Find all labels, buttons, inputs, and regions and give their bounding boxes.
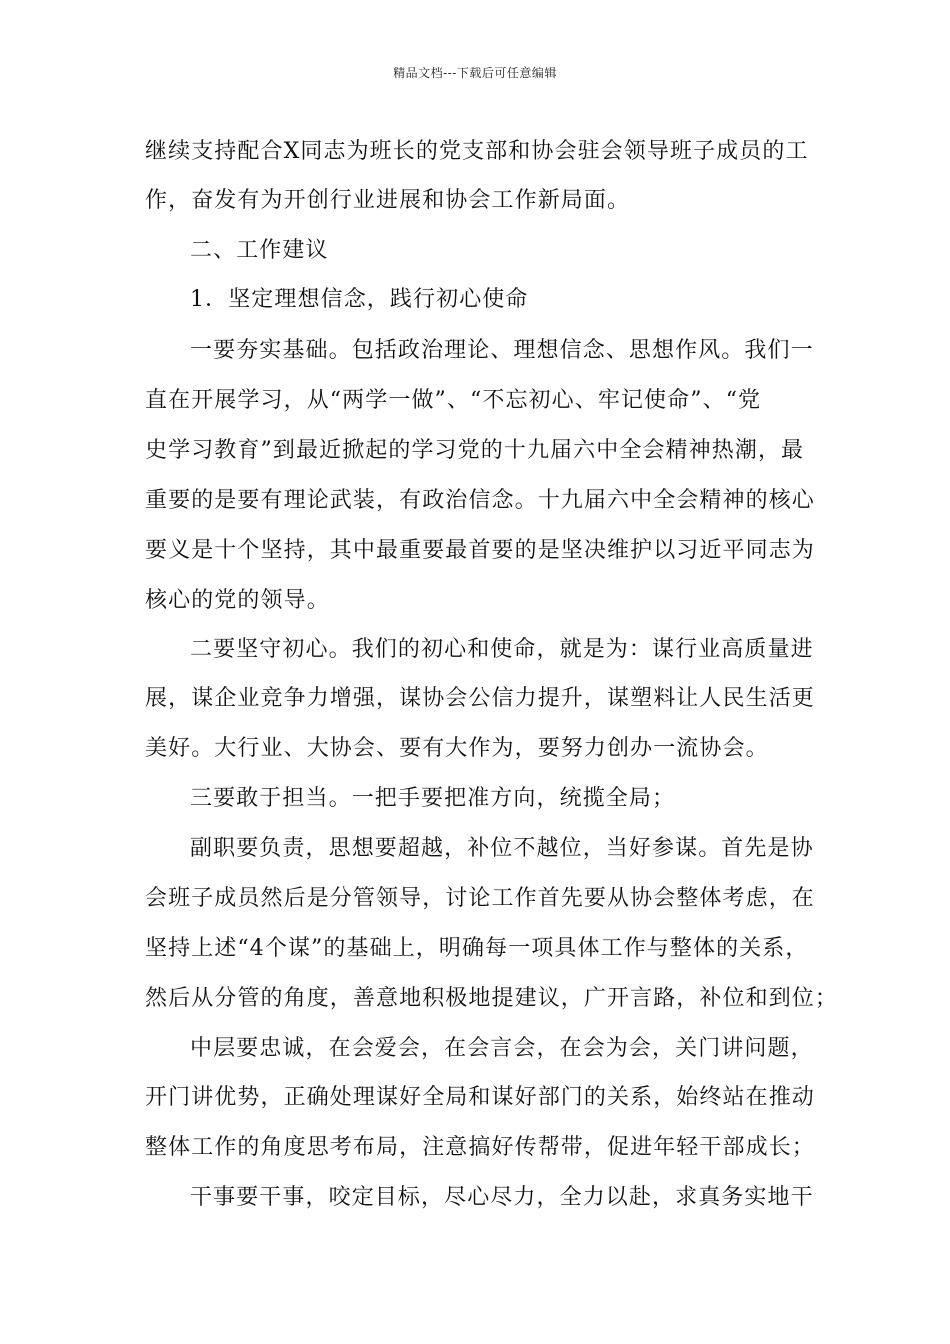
paragraph-line: 核心的党的领导。: [145, 588, 330, 613]
paragraph-line: 要义是十个坚持，其中最重要最首要的是坚决维护以习近平同志为: [145, 538, 815, 563]
paragraph-line: 史学习教育”到最近掀起的学习党的十九届六中全会精神热潮，最: [145, 438, 805, 463]
paragraph-line: 继续支持配合X同志为班长的党支部和协会驻会领导班子成员的工: [145, 139, 809, 164]
paragraph-line: 副职要负责，思想要超越，补位不越位，当好参谋。首先是协: [190, 836, 814, 861]
paragraph-line: 整体工作的角度思考布局，注意搞好传帮带，促进年轻干部成长；: [145, 1135, 815, 1160]
page-header: 精品文档---下载后可任意编辑: [393, 66, 557, 80]
paragraph-line: 重要的是要有理论武装，有政治信念。十九届六中全会精神的核心: [145, 488, 815, 513]
paragraph-line: 坚持上述“4个谋”的基础上，明确每一项具体工作与整体的关系，: [145, 936, 809, 961]
paragraph-line: 展，谋企业竞争力增强，谋协会公信力提升，谋塑料让人民生活更: [145, 686, 815, 711]
paragraph-line: 会班子成员然后是分管领导，讨论工作首先要从协会整体考虑，在: [145, 886, 815, 911]
paragraph-line: 一要夯实基础。包括政治理论、理想信念、思想作风。我们一: [190, 338, 814, 363]
paragraph-line: 美好。大行业、大协会、要有大作为，要努力创办一流协会。: [145, 736, 769, 761]
subsection-heading: 1．坚定理想信念，践行初心使命: [190, 287, 529, 312]
paragraph-line: 开门讲优势，正确处理谋好全局和谋好部门的关系，始终站在推动: [145, 1085, 815, 1110]
paragraph-line: 中层要忠诚，在会爱会，在会言会，在会为会，关门讲问题，: [190, 1036, 814, 1061]
paragraph-line: 三要敢于担当。一把手要把准方向，统揽全局；: [190, 786, 676, 811]
section-heading: 二、工作建议: [190, 238, 329, 263]
paragraph-line: 然后从分管的角度，善意地积极地提建议，广开言路，补位和到位；: [145, 986, 839, 1011]
paragraph-line: 作，奋发有为开创行业进展和协会工作新局面。: [145, 188, 631, 213]
paragraph-line: 干事要干事，咬定目标，尽心尽力，全力以赴，求真务实地干: [190, 1185, 814, 1210]
paragraph-line: 二要坚守初心。我们的初心和使命，就是为：谋行业高质量进: [190, 637, 814, 662]
paragraph-line: 直在开展学习，从“两学一做”、“不忘初心、牢记使命”、“党: [145, 388, 762, 413]
